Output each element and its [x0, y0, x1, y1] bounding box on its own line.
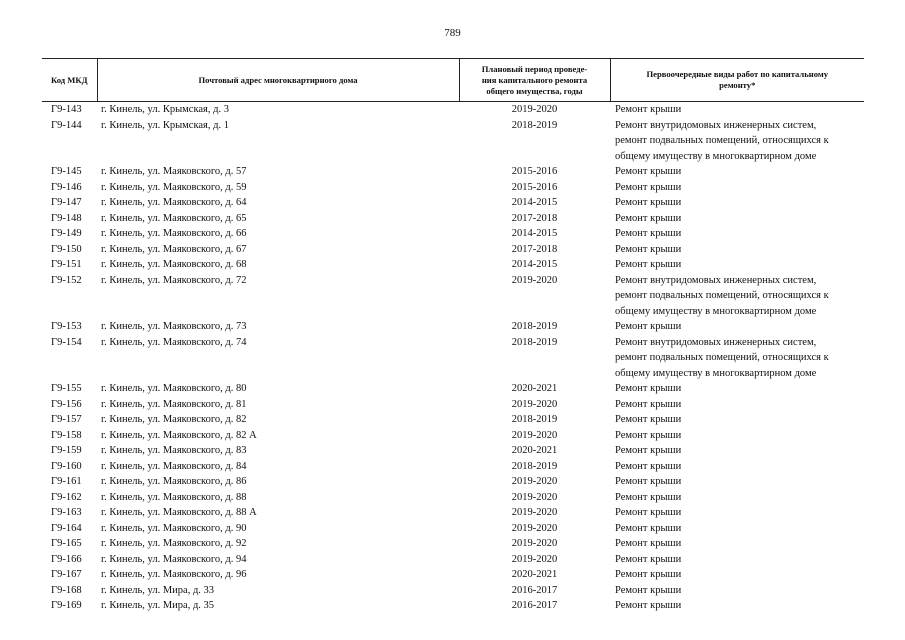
cell-address: г. Кинель, ул. Маяковского, д. 82 А [101, 429, 257, 441]
table-row [42, 428, 864, 444]
cell-address: г. Кинель, ул. Мира, д. 33 [101, 584, 215, 596]
cell-period: 2019-2020 [511, 274, 558, 286]
table-row [42, 583, 864, 599]
cell-address: г. Кинель, ул. Крымская, д. 3 [101, 104, 229, 115]
cell-period: 2016-2017 [511, 584, 558, 596]
header-address: Почтовый адрес многоквартирного дома [97, 59, 459, 102]
table-row [42, 195, 864, 211]
cell-code: Г9-166 [51, 553, 82, 565]
cell-period: 2019-2020 [511, 553, 558, 565]
cell-period: 2014-2015 [511, 259, 558, 270]
cell-works-line: Ремонт крыши [615, 228, 682, 239]
cell-period: 2014-2015 [511, 197, 558, 208]
cell-works-line: Ремонт крыши [615, 600, 682, 611]
table-row [42, 567, 864, 583]
cell-works-line: Ремонт крыши [615, 569, 682, 580]
cell-address: г. Кинель, ул. Маяковского, д. 88 А [101, 507, 257, 518]
table-row [42, 490, 864, 506]
cell-address: г. Кинель, ул. Маяковского, д. 92 [101, 538, 247, 549]
table-row [42, 536, 864, 552]
cell-code: Г9-157 [51, 414, 82, 425]
cell-code: Г9-160 [51, 460, 82, 472]
cell-code: Г9-165 [51, 538, 82, 549]
cell-code: Г9-158 [51, 429, 82, 441]
cell-code: Г9-144 [51, 119, 82, 131]
table-row [42, 319, 864, 335]
cell-period: 2020-2021 [511, 569, 558, 580]
cell-period: 2019-2020 [511, 104, 558, 115]
cell-works-line: Ремонт крыши [615, 429, 682, 441]
header-period-line: Плановый период проведе- [481, 63, 588, 74]
table-row [42, 118, 864, 165]
cell-address: г. Кинель, ул. Маяковского, д. 67 [101, 243, 247, 255]
header-works-line: Первоочередные виды работ по капитальному [646, 69, 829, 79]
table-header-row [42, 59, 864, 102]
cell-address: г. Кинель, ул. Маяковского, д. 64 [101, 197, 247, 208]
cell-address: г. Кинель, ул. Маяковского, д. 83 [101, 445, 247, 456]
cell-works [610, 536, 864, 552]
cell-period: 2020-2021 [511, 383, 558, 394]
cell-code: Г9-143 [51, 104, 82, 115]
table-row [42, 335, 864, 382]
table-row [42, 459, 864, 475]
cell-period: 2017-2018 [511, 243, 558, 255]
table-row [42, 226, 864, 242]
cell-period: 2019-2020 [511, 491, 558, 503]
cell-works [610, 583, 864, 599]
cell-code: Г9-146 [51, 181, 82, 193]
cell-address: г. Кинель, ул. Маяковского, д. 59 [101, 181, 247, 193]
cell-address: г. Кинель, ул. Маяковского, д. 68 [101, 259, 247, 270]
cell-address: г. Кинель, ул. Маяковского, д. 74 [101, 336, 247, 348]
cell-works-line: Ремонт крыши [615, 398, 682, 410]
cell-address: г. Кинель, ул. Маяковского, д. 81 [101, 398, 247, 410]
cell-works-line: Ремонт крыши [615, 476, 682, 487]
cell-works [610, 118, 864, 165]
cell-address: г. Кинель, ул. Маяковского, д. 73 [101, 321, 247, 332]
cell-address: г. Кинель, ул. Маяковского, д. 65 [101, 212, 247, 224]
page-number: 789 [444, 27, 461, 39]
cell-works [610, 598, 864, 614]
cell-works-line: Ремонт крыши [615, 197, 682, 208]
cell-works-line: Ремонт крыши [615, 383, 682, 394]
header-period-line: общего имущества, годы [486, 85, 583, 96]
cell-works [610, 242, 864, 258]
header-code: Код МКД [42, 59, 97, 102]
table-row [42, 505, 864, 521]
table-row [42, 242, 864, 258]
cell-works-line: Ремонт внутридомовых инженерных систем, [615, 274, 817, 286]
cell-period: 2018-2019 [511, 321, 558, 332]
cell-address: г. Кинель, ул. Мира, д. 35 [101, 600, 215, 611]
cell-period: 2018-2019 [511, 414, 558, 425]
cell-works-line: Ремонт внутридомовых инженерных систем, [615, 119, 817, 131]
cell-address: г. Кинель, ул. Маяковского, д. 86 [101, 476, 247, 487]
table-row [42, 474, 864, 490]
cell-works-line: общему имуществу в многоквартирном доме [615, 367, 817, 379]
table-row [42, 164, 864, 180]
cell-works-line: Ремонт крыши [615, 491, 682, 503]
cell-works [610, 102, 864, 118]
cell-works [610, 397, 864, 413]
table-row [42, 552, 864, 568]
capital-repair-table [42, 58, 864, 614]
table-row [42, 381, 864, 397]
cell-address: г. Кинель, ул. Маяковского, д. 82 [101, 414, 247, 425]
cell-works-line: Ремонт крыши [615, 321, 682, 332]
table-row [42, 102, 864, 118]
cell-period: 2016-2017 [511, 600, 558, 611]
cell-code: Г9-163 [51, 507, 82, 518]
cell-works [610, 257, 864, 273]
cell-works [610, 505, 864, 521]
cell-code: Г9-162 [51, 491, 82, 503]
cell-code: Г9-153 [51, 321, 82, 332]
cell-works [610, 459, 864, 475]
cell-works [610, 319, 864, 335]
cell-works-line: Ремонт крыши [615, 166, 682, 177]
cell-period: 2018-2019 [511, 336, 558, 348]
cell-period: 2019-2020 [511, 476, 558, 487]
table-row [42, 211, 864, 227]
cell-works-line: Ремонт крыши [615, 212, 682, 224]
cell-address: г. Кинель, ул. Крымская, д. 1 [101, 119, 229, 131]
cell-works-line: Ремонт крыши [615, 414, 682, 425]
cell-period: 2019-2020 [511, 429, 558, 441]
cell-address: г. Кинель, ул. Маяковского, д. 57 [101, 166, 247, 177]
cell-period: 2019-2020 [511, 538, 558, 549]
cell-code: Г9-161 [51, 476, 82, 487]
cell-works-line: Ремонт крыши [615, 538, 682, 549]
cell-address: г. Кинель, ул. Маяковского, д. 72 [101, 274, 247, 286]
cell-works [610, 521, 864, 537]
cell-code: Г9-151 [51, 259, 82, 270]
cell-works-line: Ремонт крыши [615, 584, 682, 596]
cell-code: Г9-156 [51, 398, 82, 410]
cell-period: 2018-2019 [511, 119, 558, 131]
cell-works-line: ремонт подвальных помещений, относящихся к [615, 290, 829, 301]
cell-works [610, 552, 864, 568]
cell-code: Г9-150 [51, 243, 82, 255]
cell-period: 2020-2021 [511, 445, 558, 456]
cell-address: г. Кинель, ул. Маяковского, д. 84 [101, 460, 247, 472]
table-row [42, 180, 864, 196]
cell-period: 2019-2020 [511, 398, 558, 410]
cell-code: Г9-164 [51, 522, 82, 534]
cell-period: 2017-2018 [511, 212, 558, 224]
table-row [42, 397, 864, 413]
cell-code: Г9-168 [51, 584, 82, 596]
cell-code: Г9-145 [51, 166, 82, 177]
cell-works [610, 226, 864, 242]
cell-works-line: Ремонт крыши [615, 243, 682, 255]
cell-works-line: ремонт подвальных помещений, относящихся к [615, 135, 829, 146]
cell-address: г. Кинель, ул. Маяковского, д. 94 [101, 553, 247, 565]
cell-code: Г9-152 [51, 274, 82, 286]
cell-works [610, 381, 864, 397]
cell-works [610, 474, 864, 490]
cell-works [610, 567, 864, 583]
cell-works-line: ремонт подвальных помещений, относящихся к [615, 352, 829, 363]
cell-address: г. Кинель, ул. Маяковского, д. 66 [101, 228, 247, 239]
cell-works-line: Ремонт крыши [615, 522, 682, 534]
cell-period: 2015-2016 [511, 166, 558, 177]
cell-works [610, 490, 864, 506]
cell-works [610, 335, 864, 382]
cell-works-line: Ремонт крыши [615, 460, 682, 472]
table-row [42, 412, 864, 428]
cell-works-line: Ремонт крыши [615, 104, 682, 115]
cell-code: Г9-155 [51, 383, 82, 394]
cell-works [610, 273, 864, 320]
cell-code: Г9-147 [51, 197, 82, 208]
cell-works-line: Ремонт крыши [615, 507, 682, 518]
cell-works-line: Ремонт крыши [615, 181, 682, 193]
cell-period: 2019-2020 [511, 522, 558, 534]
cell-period: 2019-2020 [511, 507, 558, 518]
cell-period: 2015-2016 [511, 181, 558, 193]
cell-works [610, 412, 864, 428]
cell-address: г. Кинель, ул. Маяковского, д. 90 [101, 522, 247, 534]
cell-code: Г9-154 [51, 336, 82, 348]
cell-address: г. Кинель, ул. Маяковского, д. 88 [101, 491, 247, 503]
cell-works [610, 443, 864, 459]
header-works-line: ремонту* [719, 80, 756, 90]
header-period [459, 59, 610, 102]
cell-works-line: общему имуществу в многоквартирном доме [615, 305, 817, 317]
cell-works [610, 180, 864, 196]
cell-works-line: Ремонт крыши [615, 553, 682, 565]
cell-works [610, 195, 864, 211]
cell-works-line: общему имуществу в многоквартирном доме [615, 150, 817, 162]
cell-code: Г9-169 [51, 600, 82, 611]
table-row [42, 598, 864, 614]
cell-code: Г9-167 [51, 569, 82, 580]
cell-code: Г9-149 [51, 228, 82, 239]
cell-works [610, 211, 864, 227]
cell-works-line: Ремонт внутридомовых инженерных систем, [615, 336, 817, 348]
cell-works-line: Ремонт крыши [615, 445, 682, 456]
cell-address: г. Кинель, ул. Маяковского, д. 96 [101, 569, 247, 580]
table-body [42, 102, 864, 614]
table-row [42, 273, 864, 320]
cell-period: 2018-2019 [511, 460, 558, 472]
cell-works-line: Ремонт крыши [615, 259, 682, 270]
table-row [42, 521, 864, 537]
cell-period: 2014-2015 [511, 228, 558, 239]
table-row [42, 443, 864, 459]
header-works [610, 59, 864, 102]
header-period-line: ния капитального ремонта [481, 74, 588, 85]
table-row [42, 257, 864, 273]
cell-code: Г9-159 [51, 445, 82, 456]
cell-works [610, 164, 864, 180]
cell-works [610, 428, 864, 444]
cell-code: Г9-148 [51, 212, 82, 224]
cell-address: г. Кинель, ул. Маяковского, д. 80 [101, 383, 247, 394]
